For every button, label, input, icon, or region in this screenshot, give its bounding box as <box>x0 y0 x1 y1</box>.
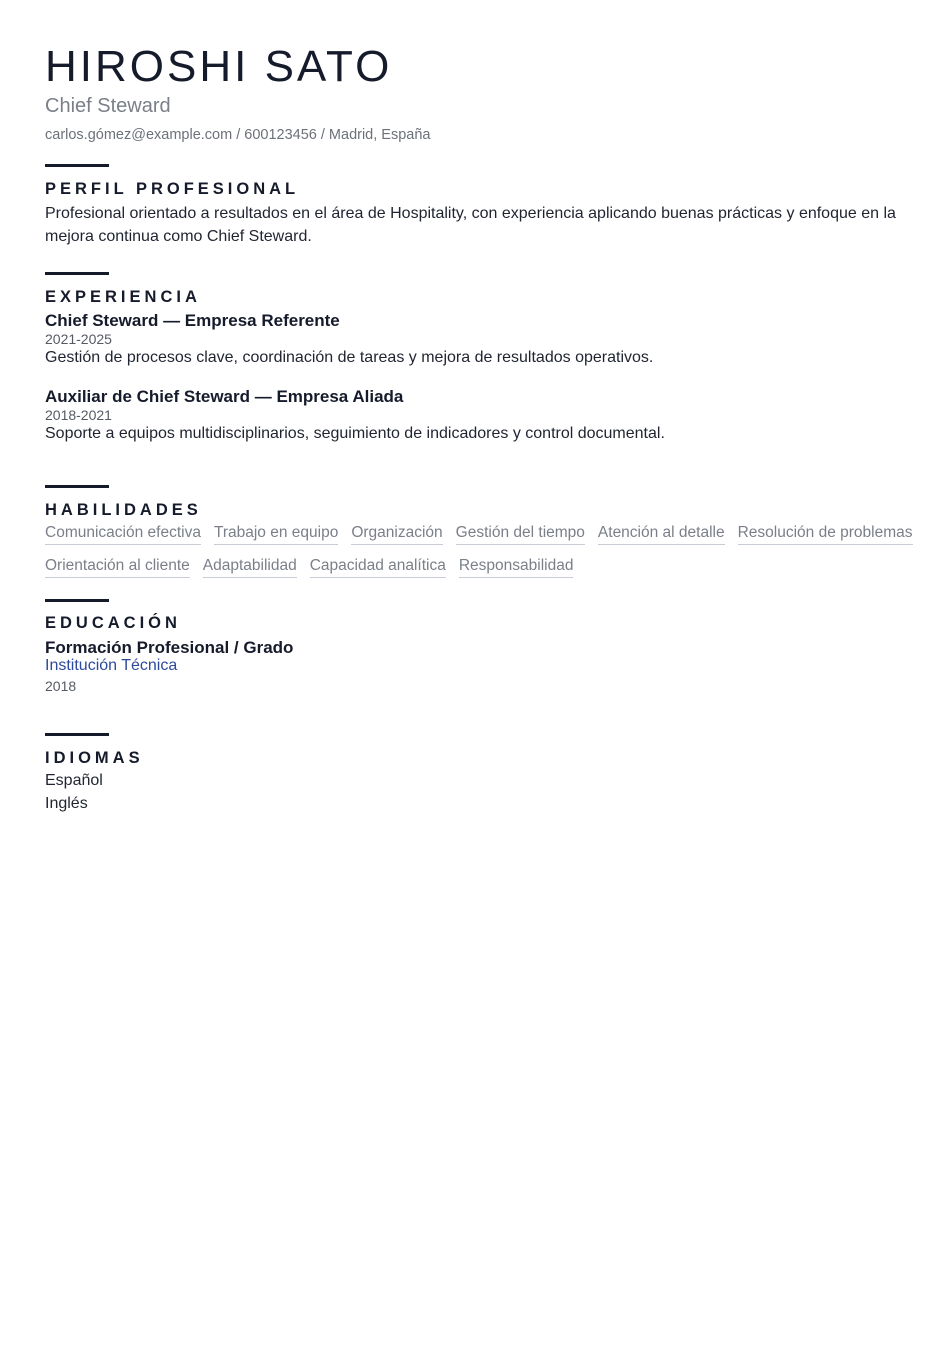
skill-tag: Comunicación efectiva <box>45 523 201 545</box>
education-institution: Institución Técnica <box>45 657 178 674</box>
skills-row <box>45 523 913 545</box>
section-title-education: EDUCACIÓN <box>45 614 181 632</box>
language-item: Inglés <box>45 795 88 812</box>
section-title-experience: EXPERIENCIA <box>45 288 201 306</box>
job-title: Auxiliar de Chief Steward — Empresa Aliada <box>45 387 404 406</box>
job-period: 2018-2021 <box>45 407 112 423</box>
job-period: 2021-2025 <box>45 331 112 347</box>
education-year: 2018 <box>45 678 77 694</box>
section-title-profile: PERFIL PROFESIONAL <box>45 180 300 198</box>
profile-text: Profesional orientado a resultados en el área de Hospitality, con experiencia aplicando buenas prácticas y enfoque en la mejora continua como Chief Steward. <box>45 205 896 245</box>
skill-tag: Adaptabilidad <box>203 556 297 578</box>
contact-line: carlos.gómez@example.com / 600123456 / Madrid, España <box>45 127 431 143</box>
education-degree: Formación Profesional / Grado <box>45 638 294 657</box>
language-item: Español <box>45 772 103 789</box>
skill-tag: Responsabilidad <box>459 556 574 578</box>
job-description: Gestión de procesos clave, coordinación de tareas y mejora de resultados operativos. <box>45 349 654 366</box>
section-divider <box>45 733 109 736</box>
skill-tag: Orientación al cliente <box>45 556 190 578</box>
section-title-languages: IDIOMAS <box>45 749 144 767</box>
section-divider <box>45 599 109 602</box>
section-divider <box>45 485 109 488</box>
section-divider <box>45 272 109 275</box>
skill-tag: Capacidad analítica <box>310 556 446 578</box>
skill-tag: Resolución de problemas <box>738 523 913 545</box>
section-divider <box>45 164 109 167</box>
skill-tag: Gestión del tiempo <box>456 523 585 545</box>
section-title-skills: HABILIDADES <box>45 501 202 519</box>
job-title: Chief Steward — Empresa Referente <box>45 311 340 330</box>
candidate-role: Chief Steward <box>45 95 171 117</box>
candidate-name: HIROSHI SATO <box>45 42 393 91</box>
skill-tag: Organización <box>351 523 442 545</box>
skills-row <box>45 556 573 578</box>
skill-tag: Atención al detalle <box>598 523 725 545</box>
job-description: Soporte a equipos multidisciplinarios, seguimiento de indicadores y control documental. <box>45 425 665 442</box>
skill-tag: Trabajo en equipo <box>214 523 338 545</box>
